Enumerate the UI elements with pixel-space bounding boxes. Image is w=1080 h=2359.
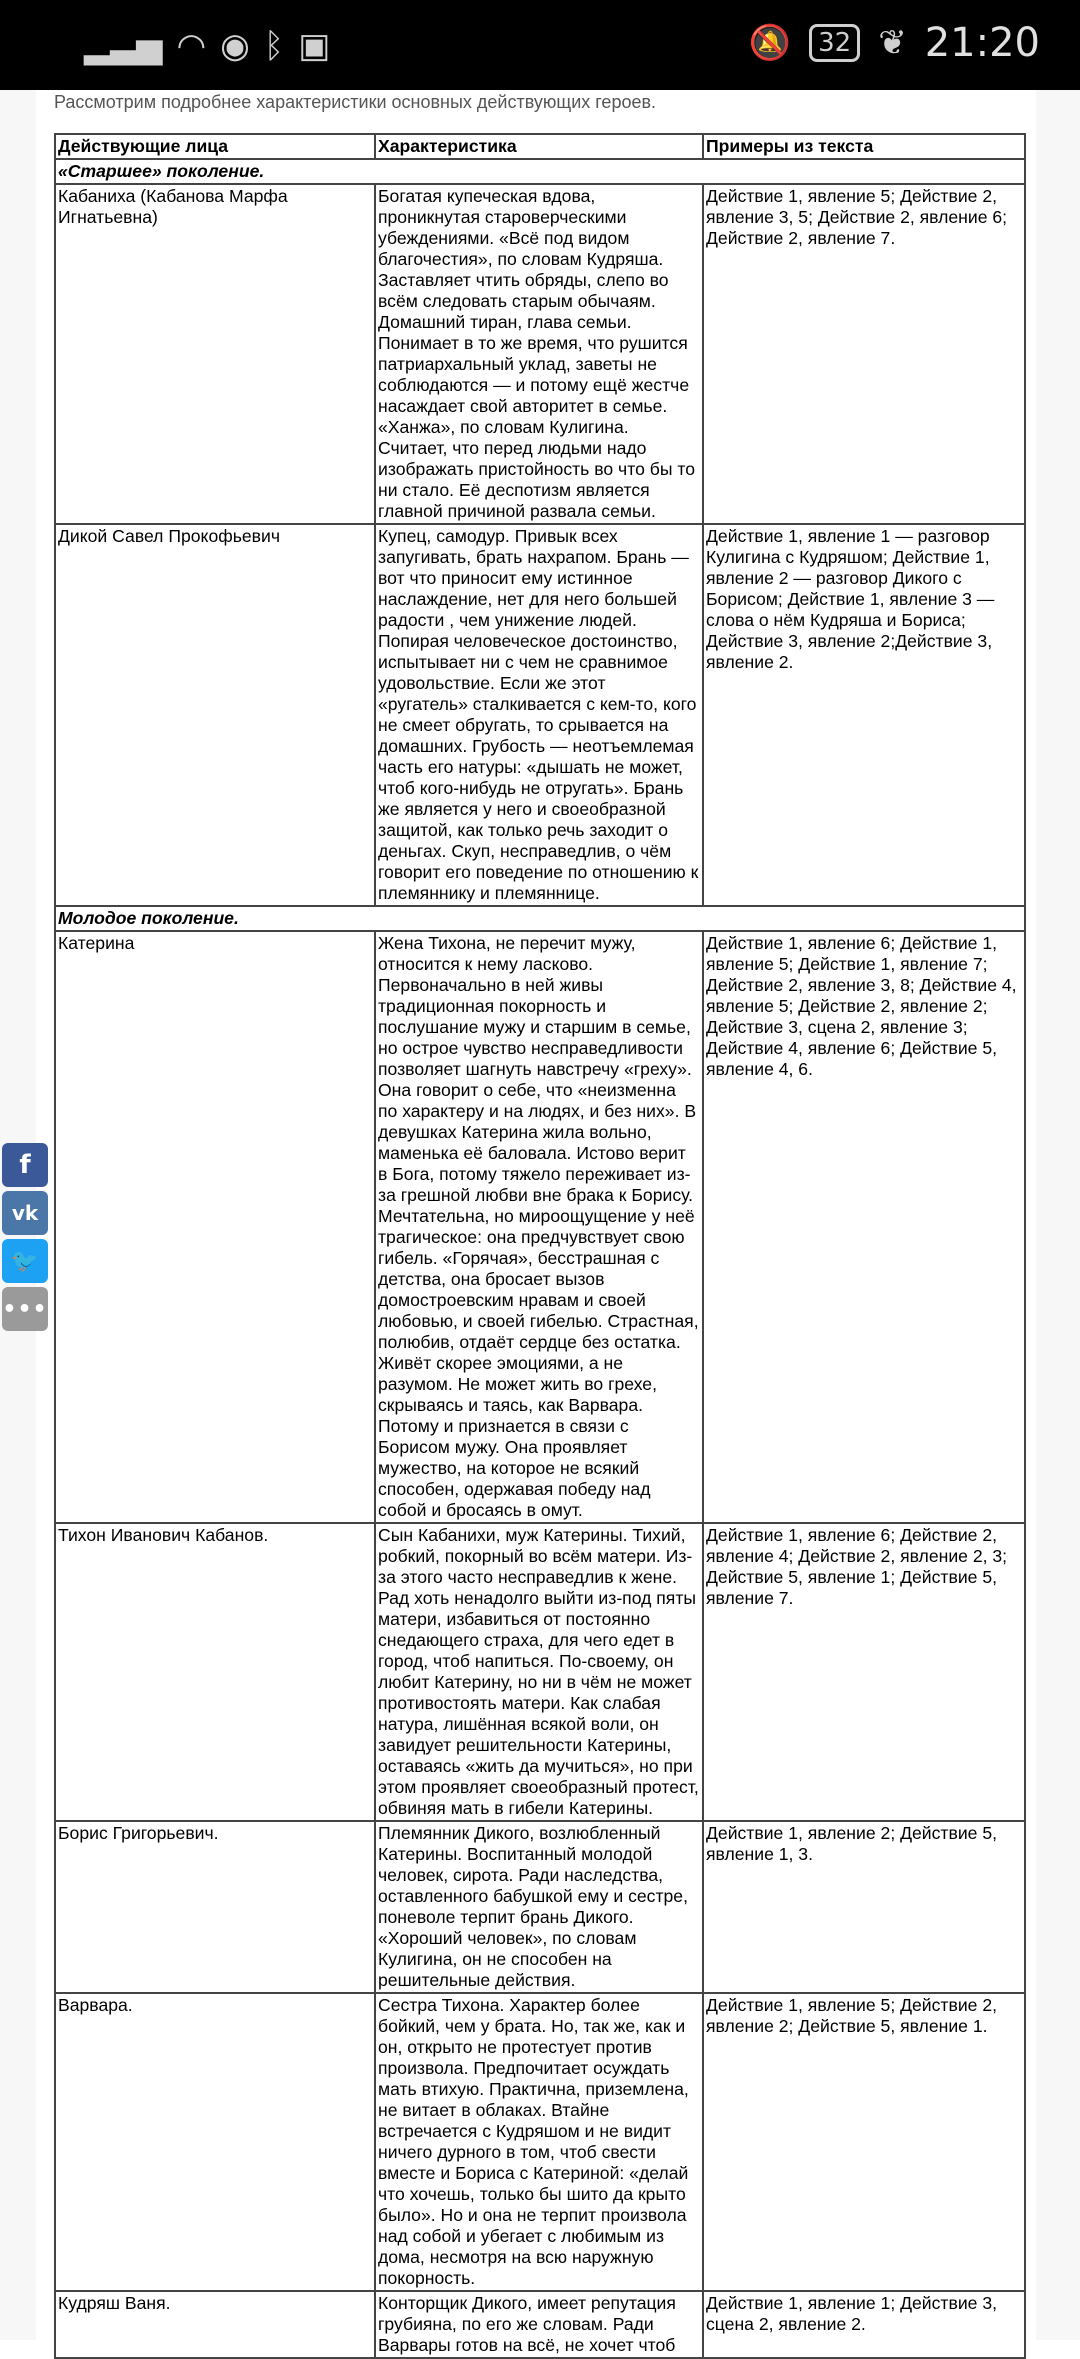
more-share-button[interactable]: •••	[2, 1287, 48, 1331]
character-description: Жена Тихона, не перечит мужу, относится к нему ласково. Первоначально в ней живы традиционная покорность и послушание мужу и старшим в семье, но острое чувство несправедливости позволяет шагнуть навстречу «греху». Она говорит о себе, что «неизменна по характеру и на людях, и без них». В девушках Катерина жила вольно, маменька её баловала. Истово верит в Бога, потому тяжело переживает из-за грешной любви вне брака к Борису. Мечтательна, но мироощущение у неё трагическое: она предчувствует свою гибель. «Горячая», бесстрашная с детства, она бросает вызов домостроевским нравам и своей любовью, и своей гибелью. Страстная, полюбив, отдаёт сердце без остатка. Живёт скорее эмоциями, а не разумом. Не может жить во грехе, скрываясь и таясь, как Варвара. Потому и признается в связи с Борисом мужу. Она проявляет мужество, на которое не всякий способен, одержавая победу над собой и бросаясь в омут.	[375, 931, 703, 1523]
character-examples: Действие 1, явление 5; Действие 2, явление 2; Действие 5, явление 1.	[703, 1993, 1025, 2291]
table-row	[55, 184, 1025, 524]
character-examples: Действие 1, явление 6; Действие 1, явление 5; Действие 1, явление 7; Действие 2, явление 3, 8; Действие 4, явление 5; Действие 2, явление 2; Действие 3, сцена 2, явление 3; Действие 4, явление 6; Действие 5, явление 4, 6.	[703, 931, 1025, 1523]
bluetooth-icon: ᛒ	[263, 26, 285, 66]
table-header-row	[55, 134, 1025, 159]
table-row	[55, 524, 1025, 906]
character-examples: Действие 1, явление 5; Действие 2, явление 3, 5; Действие 2, явление 6; Действие 2, явление 7.	[703, 184, 1025, 524]
nfc-icon: ▣	[298, 26, 331, 66]
characters-table	[54, 133, 1026, 2359]
header-description: Характеристика	[375, 134, 703, 159]
table-row	[55, 1821, 1025, 1993]
facebook-share-button[interactable]: f	[2, 1143, 48, 1187]
status-bar	[0, 0, 1080, 90]
twitter-share-button[interactable]: 🐦	[2, 1239, 48, 1283]
section-row-younger	[55, 906, 1025, 931]
character-examples: Действие 1, явление 1; Действие 3, сцена 2, явление 2.	[703, 2291, 1025, 2358]
clock: 21:20	[924, 20, 1040, 66]
mute-bell-icon: 🔕	[748, 23, 792, 63]
character-description: Сын Кабанихи, муж Катерины. Тихий, робкий, покорный во всём матери. Из-за этого часто несправедлив к жене. Рад хоть ненадолго выйти из-под пяты матери, избавиться от постоянно снедающего страха, для чего едет в город, чтоб напиться. По-своему, он любит Катерину, но ни в чём не может противостоять матери. Как слабая натура, лишённая всякой воли, он завидует решительности Катерины, оставаясь «жить да мучиться», но при этом проявляет своеобразный протест, обвиняя мать в гибели Катерины.	[375, 1523, 703, 1821]
character-examples: Действие 1, явление 6; Действие 2, явление 4; Действие 2, явление 2, 3; Действие 5, явление 1; Действие 5, явление 7.	[703, 1523, 1025, 1821]
character-name: Катерина	[55, 931, 375, 1523]
character-examples: Действие 1, явление 2; Действие 5, явление 1, 3.	[703, 1821, 1025, 1993]
character-description: Купец, самодур. Привык всех запугивать, брать нахрапом. Брань — вот что приносит ему истинное наслаждение, нет для него большей радости , чем унижение людей. Попирая человеческое достоинство, испытывает ни с чем не сравнимое удовольствие. Если же этот «ругатель» сталкивается с кем-то, кого не смеет обругать, то срывается на домашних. Грубость — неотъемлемая часть его натуры: «дышать не может, чтоб кого-нибудь не отругать». Брань же является у него и своеобразной защитой, как только речь заходит о деньгах. Скуп, несправедлив, о чём говорит его поведение по отношению к племяннику и племяннице.	[375, 524, 703, 906]
table-row	[55, 931, 1025, 1523]
page	[0, 90, 1080, 2355]
character-name: Кабаниха (Кабанова Марфа Игнатьевна)	[55, 184, 375, 524]
signal-icon: ▂▃▅	[84, 26, 163, 66]
vk-share-button[interactable]: vk	[2, 1191, 48, 1235]
section-title: «Старшее» поколение.	[55, 159, 1025, 184]
character-name: Тихон Иванович Кабанов.	[55, 1523, 375, 1821]
wifi-icon: ◠	[176, 26, 207, 66]
status-right	[749, 20, 1040, 66]
character-name: Дикой Савел Прокофьевич	[55, 524, 375, 906]
section-row-older	[55, 159, 1025, 184]
header-examples: Примеры из текста	[703, 134, 1025, 159]
character-description: Племянник Дикого, возлюбленный Катерины. Воспитанный молодой человек, сирота. Ради наследства, оставленного бабушкой ему и сестре, поневоле терпит брань Дикого. «Хороший человек», по словам Кулигина, он не способен на решительные действия.	[375, 1821, 703, 1993]
table-row	[55, 2291, 1025, 2358]
character-description: Конторщик Дикого, имеет репутация грубияна, по его же словам. Ради Варвары готов на всё, не хочет чтоб	[375, 2291, 703, 2358]
character-description: Богатая купеческая вдова, проникнутая староверческими убеждениями. «Всё под видом благочестия», по словам Кудряша. Заставляет чтить обряды, слепо во всём следовать старым обычаям. Домашний тиран, глава семьи. Понимает в то же время, что рушится патриархальный уклад, заветы не соблюдаются — и потому ещё жестче насаждает свой авторитет в семье. «Ханжа», по словам Кулигина. Считает, что перед людьми надо изображать пристойность во что бы то ни стало. Её деспотизм является главной причиной развала семьи.	[375, 184, 703, 524]
table-row	[55, 1523, 1025, 1821]
intro-text: Рассмотрим подробнее характеристики основных действующих героев.	[54, 92, 657, 112]
character-name: Борис Григорьевич.	[55, 1821, 375, 1993]
article-content	[36, 90, 1036, 2355]
status-left	[84, 26, 330, 66]
table-row	[55, 1993, 1025, 2291]
character-name: Варвара.	[55, 1993, 375, 2291]
leaf-icon: ❦	[878, 23, 907, 63]
social-share-bar	[2, 1143, 48, 1335]
character-examples: Действие 1, явление 1 — разговор Кулигина с Кудряшом; Действие 1, явление 2 — разговор Дикого с Борисом; Действие 1, явление 3 — слова о нём Кудряша и Бориса; Действие 3, явление 2;Действие 3, явление 2.	[703, 524, 1025, 906]
header-characters: Действующие лица	[55, 134, 375, 159]
character-description: Сестра Тихона. Характер более бойкий, чем у брата. Но, так же, как и он, открыто не протестует против произвола. Предпочитает осуждать мать втихую. Практична, приземлена, не витает в облаках. Втайне встречается с Кудряшом и не видит ничего дурного в том, чтоб свести вместе и Бориса с Катериной: «делай что хочешь, только бы шито да крыто было». Но и она не терпит произвола над собой и убегает с любимым из дома, несмотря на всю наружную покорность.	[375, 1993, 703, 2291]
character-name: Кудряш Ваня.	[55, 2291, 375, 2358]
battery-indicator: 32	[809, 24, 860, 62]
eye-icon: ◉	[220, 26, 250, 66]
section-title: Молодое поколение.	[55, 906, 1025, 931]
